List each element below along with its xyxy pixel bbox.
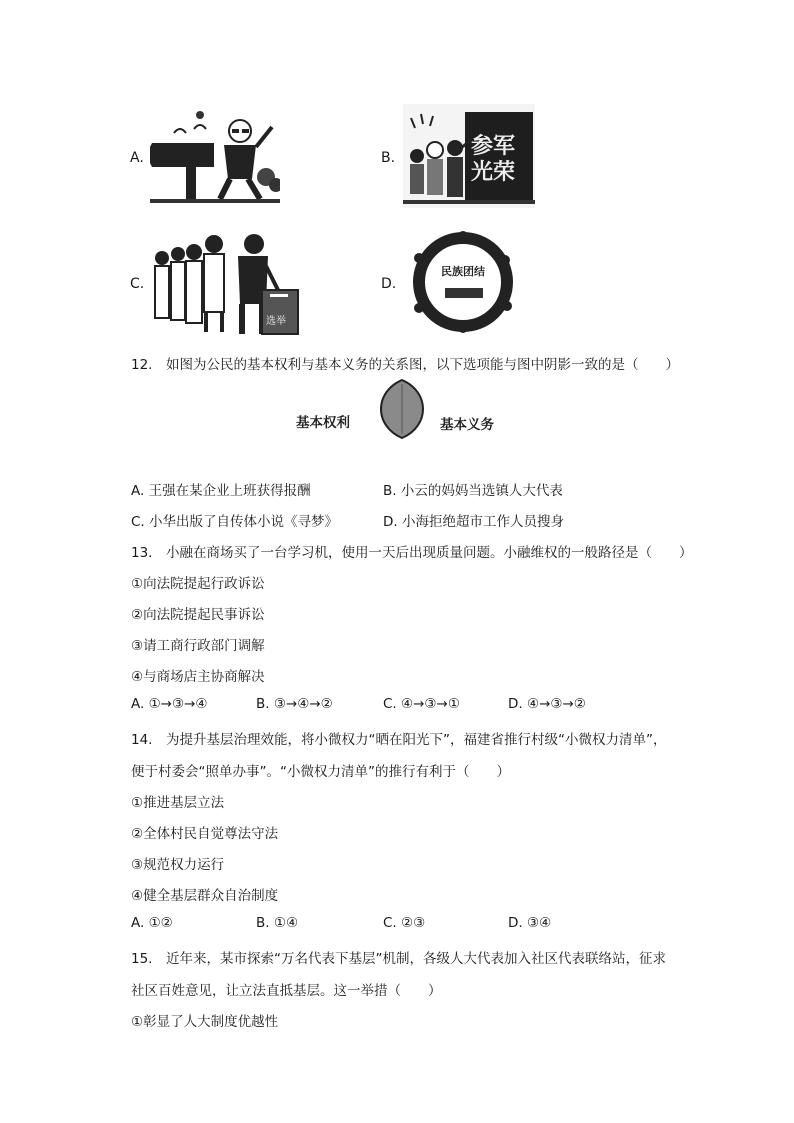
- option-a-picture: [150, 105, 280, 205]
- option-b-picture: [403, 104, 535, 208]
- q14-stem-line2: 便于村委会“照单办事”。“小微权力清单”的推行有利于（ ）: [131, 764, 510, 780]
- q13-item-1: ①向法院提起行政诉讼: [131, 576, 265, 592]
- diagram-left-label: 基本权利: [296, 415, 350, 431]
- q14-item-3: ③规范权力运行: [131, 857, 225, 873]
- q14-option-c[interactable]: C. ②③: [383, 915, 426, 931]
- q13-option-d[interactable]: D. ④→③→②: [508, 696, 586, 712]
- option-c-picture: [150, 232, 300, 336]
- q14-option-b[interactable]: B. ①④: [256, 915, 299, 931]
- q13-item-3: ③请工商行政部门调解: [131, 638, 265, 654]
- q12-option-b[interactable]: B. 小云的妈妈当选镇人大代表: [383, 483, 563, 499]
- option-d-picture: [403, 230, 525, 334]
- q13-item-2: ②向法院提起民事诉讼: [131, 607, 265, 623]
- diagram-right-label: 基本义务: [440, 417, 494, 433]
- rights-duties-diagram: [372, 378, 432, 440]
- option-d-letter: D.: [381, 276, 397, 292]
- q15-stem-line2: 社区百姓意见，让立法直抵基层。这一举措（ ）: [131, 983, 442, 999]
- q15-stem-line1: 15. 近年来，某市探索“万名代表下基层”机制，各级人大代表加入社区代表联络站，征求: [131, 951, 666, 967]
- q13-option-c[interactable]: C. ④→③→①: [383, 696, 460, 712]
- q14-stem-line1: 14. 为提升基层治理效能，将小微权力“晒在阳光下”，福建省推行村级“小微权力清单”，: [131, 732, 667, 748]
- option-b-letter: B.: [381, 150, 396, 166]
- option-c-letter: C.: [130, 276, 145, 292]
- q12-option-d[interactable]: D. 小海拒绝超市工作人员搜身: [383, 514, 564, 530]
- q14-option-a[interactable]: A. ①②: [131, 915, 173, 931]
- q12-option-a[interactable]: A. 王强在某企业上班获得报酬: [131, 483, 311, 499]
- q13-stem: 13. 小融在商场买了一台学习机，使用一天后出现质量问题。小融维权的一般路径是（ ）: [131, 545, 693, 561]
- q13-item-4: ④与商场店主协商解决: [131, 669, 265, 685]
- q14-item-4: ④健全基层群众自治制度: [131, 888, 279, 904]
- emblem-text: 民族团结: [441, 265, 485, 278]
- q13-option-b[interactable]: B. ③→④→②: [256, 696, 333, 712]
- q14-option-d[interactable]: D. ③④: [508, 915, 552, 931]
- q13-option-a[interactable]: A. ①→③→④: [131, 696, 208, 712]
- q12-option-c[interactable]: C. 小华出版了自传体小说《寻梦》: [131, 514, 339, 530]
- q12-stem: 12. 如图为公民的基本权利与基本义务的关系图，以下选项能与图中阴影一致的是（ ）: [131, 357, 679, 373]
- q15-item-1: ①彰显了人大制度优越性: [131, 1014, 279, 1030]
- q14-item-2: ②全体村民自觉尊法守法: [131, 826, 279, 842]
- honor-banner-text: 参军光荣: [471, 134, 516, 185]
- q14-item-1: ①推进基层立法: [131, 795, 225, 811]
- option-a-letter: A.: [130, 150, 144, 166]
- ballot-box-text: 选举: [266, 316, 286, 327]
